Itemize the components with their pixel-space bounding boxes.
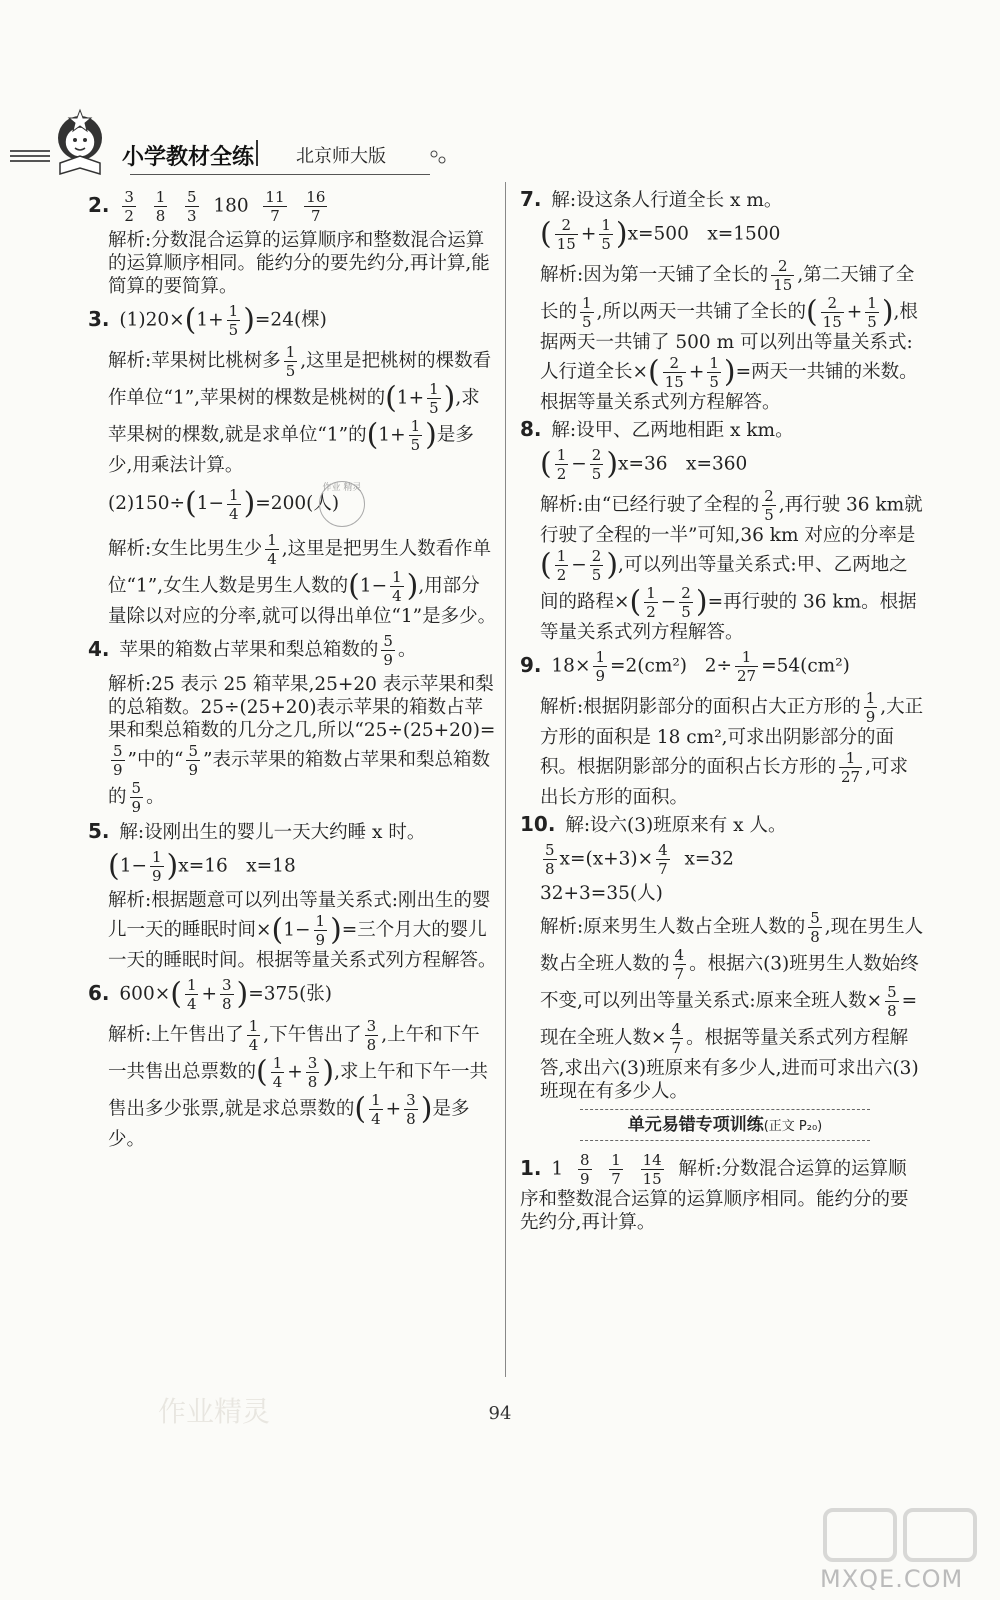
equation: ( $\frac{2}{15}$ + $\frac{1}{5}$ )x=500 x=1500 [540,216,781,253]
section-header: 单元易错专项训练(正文 P₂₀) [580,1109,870,1141]
fraction: $\frac{16}{7}$ [306,188,326,225]
answer-6: 6. 600×( $\frac{1}{4}$ + $\frac{3}{8}$ )=375(张) 解析:上午售出了 $\frac{1}{4}$ ,下午售出了 $\frac{3}{8}$ ,上午和下午一共售出总票数的( $\frac{1}{4}$ + $\frac{3}{8}$ ),求上午和下午一共售出多少张票,就是求总票数的( $\frac{1}{4}$ + $\frac{3}{8}$ )是多少。 [88,976,498,1151]
fraction: $\frac{1}{5}$ [228,302,239,339]
answer-number: 3. [88,306,110,331]
explanation: 解析:由“已经行驶了全程的 $\frac{2}{5}$ ,再行驶 36 km就行驶了全程的一半”可知,36 km 对应的分率是( $\frac{1}{2}$ − $\frac{2}{5}$ ),可以列出等量关系式:甲、乙两地之间的路程×( $\frac{1}{2}$ − $\frac{2}{5}$ )=再行驶的 36 km。根据等量关系式列方程解答。 [540,487,923,643]
header-divider [256,140,258,166]
answer-text: 解:设六(3)班原来有 x 人。 [565,815,787,836]
equation-part: 1+ [196,309,224,331]
answer-3: 3. (1)20×(1+ $\frac{1}{5}$ )=24(棵) 解析:苹果树比桃树多 $\frac{1}{5}$ ,这里是把桃树的棵数看作单位“1”,苹果树的棵数是桃树的(1+ $\frac{1}{5}$ ),求苹果树的棵数,就是求单位“1”的(1+ $\frac{1}{5}$ )是多少,用乘法计算。 (2)150÷(1− $\frac{1}{4}$ )=200(人) 作业 精灵 解析:女生比男生少 $\frac{1}{4}$ ,这里是把男生人数看作单位“1”,女生人数是男生人数的(1− $\frac{1}{4}$ ),用部分量除以对应的分率,就可以得出单位“1”是多少。 [88,302,497,627]
answer-number: 4. [88,636,110,661]
equation: 32+3=35(人) [540,883,663,904]
header-rule [130,174,430,175]
answer-10 [520,813,925,1103]
fraction: $\frac{5}{9}$ [383,632,393,669]
equation: (1− $\frac{1}{9}$ )x=16 x=18 [108,848,296,885]
answer-number: 9. [520,652,542,677]
answer-number: 6. [88,980,110,1005]
explanation: 解析:25 表示 25 箱苹果,25+20 表示苹果和梨的总箱数。25÷(25+20)表示苹果的箱数占苹果和梨总箱数的几分之几,所以“25÷(25+20)= $\frac{5}{9}$ ”中的“ $\frac{5}{9}$ ”表示苹果的箱数占苹果和梨总箱数的 $\frac{5}{9}$ 。 [108,674,496,816]
answer-part-2: (2)150÷(1− $\frac{1}{4}$ )=200(人) 作业 精灵 [88,481,498,527]
fraction: $\frac{11}{7}$ [265,188,285,225]
answer-8 [520,418,925,644]
answer-number: 10. [520,812,556,836]
equation-part: =24(棵) [254,309,327,331]
decor-dots-icon [430,150,450,166]
explanation: 解析:原来男生人数占全班人数的 $\frac{5}{8}$ ,现在男生人数占全班人数的 $\frac{4}{7}$ 。根据六(3)班男生人数始终不变,可以列出等量关系式:原来全班人数× $\frac{5}{8}$ =现在全班人数× $\frac{4}{7}$ 。根据等量关系式列方程解答,求出六(3)班原来有多少人,进而可求出六(3)班现在有多少人。 [540,909,924,1102]
answer-number: 7. [520,187,542,211]
answer-text: 解:设刚出生的婴儿一天大约睡 x 时。 [119,822,426,843]
answer-number: 2. [88,192,110,217]
explanation: 解析:分数混合运算的运算顺序和整数混合运算的运算顺序相同。能约分的要先约分,再计算,能简算的要简算。 [108,230,490,297]
explanation: 解析:根据题意可以列出等量关系式:刚出生的婴儿一天的睡眠时间×(1− $\frac{1}{9}$ )=三个月大的婴儿一天的睡眠时间。根据等量关系式列方程解答。 [108,890,497,971]
fraction: $\frac{3}{2}$ [124,188,134,225]
column-divider [505,182,506,1377]
fraction: $\frac{5}{3}$ [187,188,197,225]
equation: ( $\frac{1}{2}$ − $\frac{2}{5}$ )x=36 x=360 [540,446,748,483]
explanation: 解析:根据阴影部分的面积占大正方形的 $\frac{1}{9}$ ,大正方形的面积是 18 cm²,可求出阴影部分的面积。根据阴影部分的面积占长方形的 $\frac{1}{27}$ ,可求出长方形的面积。 [540,689,924,808]
section-answer-1: 1. 1 $\frac{8}{9}$ $\frac{1}{7}$ $\frac{14}{15}$ 解析:分数混合运算的运算顺序和整数混合运算的运算顺序相同。能约分的要先约分,再计算。 [520,1151,909,1233]
answer-7 [520,188,925,414]
site-watermark: MXQE.COM [820,1565,964,1593]
explanation: 解析:分数混合运算的运算顺序和整数混合运算的运算顺序相同。能约分的要先约分,再计算。 [520,1158,909,1233]
answer-number: 8. [520,417,542,441]
answer-value: 180 [213,195,249,217]
explanation: 解析:女生比男生少 $\frac{1}{4}$ ,这里是把男生人数看作单位“1”,女生人数是男生人数的(1− $\frac{1}{4}$ ),用部分量除以对应的分率,就可以得出单位“1”是多少。 [108,531,497,627]
answer-2 [88,188,498,298]
mascot-logo-icon [40,108,120,178]
answer-4: 4. 苹果的箱数占苹果和梨总箱数的 $\frac{5}{9}$ 。 解析:25 表示 25 箱苹果,25+20 表示苹果和梨的总箱数。25÷(25+20)表示苹果的箱数占苹果和梨总箱数的几分之几,所以“25÷(25+20)= $\frac{5}{9}$ ”中的“ $\frac{5}{9}$ ”表示苹果的箱数占苹果和梨总箱数的 $\frac{5}{9}$ 。 [88,632,498,816]
brand-title: 小学教材全练 [122,145,255,170]
answer-number: 1. [520,1155,542,1180]
stamp-watermark: 作业 精灵 [319,481,365,527]
page-number: 94 [488,1403,512,1424]
left-column [88,188,498,1155]
faded-watermark: 作业精灵 [158,1395,271,1428]
edition-label: 北京师大版 [296,146,386,167]
explanation: 解析:因为第一天铺了全长的 $\frac{2}{15}$ ,第二天铺了全长的 $\frac{1}{5}$ ,所以两天一共铺了全长的( $\frac{2}{15}$ + $\frac{1}{5}$ ),根据两天一共铺了 500 m 可以列出等量关系式:人行道全长×( $\frac{2}{15}$ + $\frac{1}{5}$ )=两天一共铺的米数。根据等量关系式列方程解答。 [540,257,918,413]
explanation: 解析:上午售出了 $\frac{1}{4}$ ,下午售出了 $\frac{3}{8}$ ,上午和下午一共售出总票数的( $\frac{1}{4}$ + $\frac{3}{8}$ ),求上午和下午一共售出多少张票,就是求总票数的( $\frac{1}{4}$ + $\frac{3}{8}$ )是多少。 [108,1017,488,1150]
equation: $\frac{5}{8}$ x=(x+3)× $\frac{4}{7}$ x=32 [545,841,734,878]
answer-9: 9. 18× $\frac{1}{9}$ =2(cm²) 2÷ $\frac{1}{27}$ =54(cm²) 解析:根据阴影部分的面积占大正方形的 $\frac{1}{9}$ ,大正方形的面积是 18 cm²,可求出阴影部分的面积。根据阴影部分的面积占长方形的 $\frac{1}{27}$ ,可求出长方形的面积。 [520,648,924,808]
answer-text: 解:设甲、乙两地相距 x km。 [551,420,794,441]
answer-5 [88,820,498,972]
answer-text: 苹果的箱数占苹果和梨总箱数的 [119,639,379,661]
equation-part: (1)20× [119,309,185,331]
explanation: 解析:苹果树比桃树多 $\frac{1}{5}$ ,这里是把桃树的棵数看作单位“1”,苹果树的棵数是桃树的(1+ $\frac{1}{5}$ ),求苹果树的棵数,就是求单位“1”的(1+ $\frac{1}{5}$ )是多少,用乘法计算。 [108,343,492,476]
answer-text: 解:设这条人行道全长 x m。 [551,190,783,211]
answer-number: 5. [88,819,110,843]
fraction: $\frac{1}{8}$ [155,188,166,225]
right-column [520,188,925,1238]
